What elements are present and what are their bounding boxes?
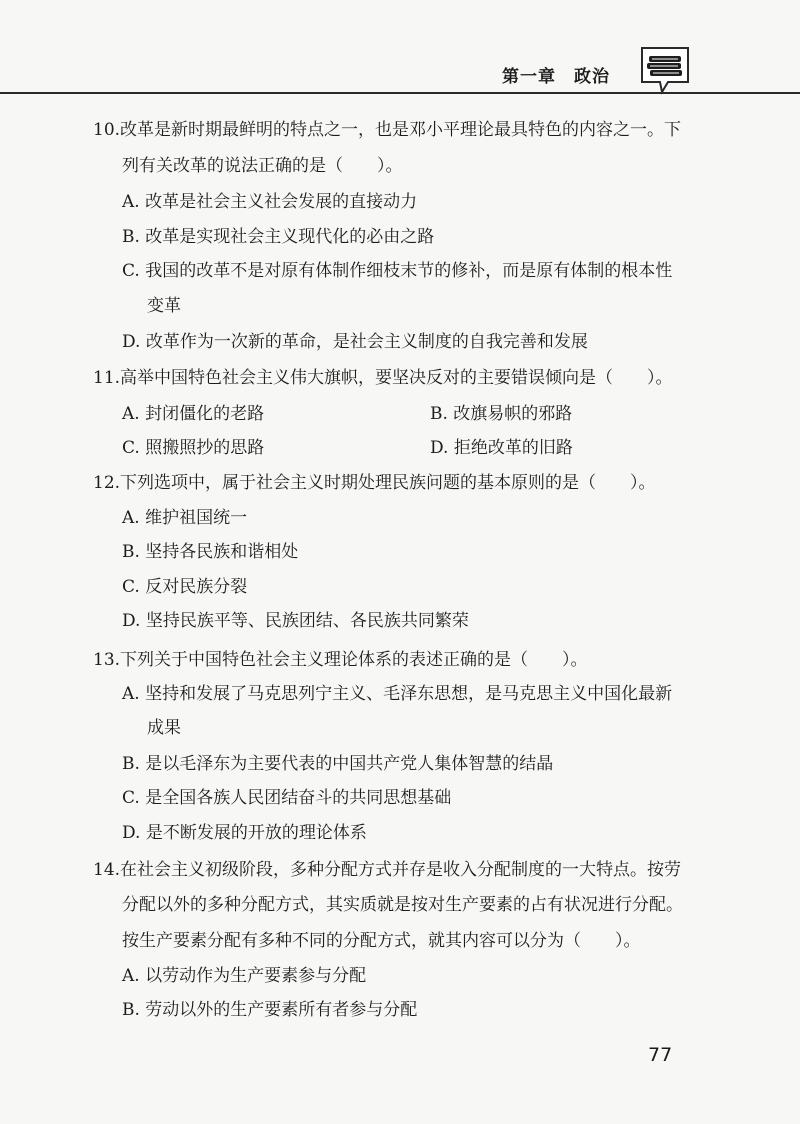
header-divider xyxy=(0,92,800,94)
question-12-stem xyxy=(93,471,656,495)
question-13-option-c: C. 是全国各族人民团结奋斗的共同思想基础 xyxy=(122,788,452,808)
question-13-stem xyxy=(93,648,588,672)
question-13-option-d: D. 是不断发展的开放的理论体系 xyxy=(122,823,367,843)
question-number: 10. xyxy=(93,120,121,140)
question-11-option-c: C. 照搬照抄的思路 xyxy=(122,438,265,458)
question-10-stem-line-1 xyxy=(93,118,681,142)
question-13-option-b: B. 是以毛泽东为主要代表的中国共产党人集体智慧的结晶 xyxy=(122,754,554,774)
page-number: 77 xyxy=(648,1044,673,1066)
question-10-stem-line-2: 列有关改革的说法正确的是（ ）。 xyxy=(122,156,403,176)
question-12-option-a: A. 维护祖国统一 xyxy=(122,508,248,528)
question-11-stem xyxy=(93,366,673,390)
question-10-option-b: B. 改革是实现社会主义现代化的必由之路 xyxy=(122,227,435,247)
books-icon xyxy=(638,44,692,96)
question-12-option-d: D. 坚持民族平等、民族团结、各民族共同繁荣 xyxy=(122,611,469,631)
question-11-option-d: D. 拒绝改革的旧路 xyxy=(430,438,573,458)
question-11-option-a: A. 封闭僵化的老路 xyxy=(122,404,265,424)
question-number: 14. xyxy=(93,860,121,880)
question-13-option-a-cont: 成果 xyxy=(147,718,181,738)
question-number: 12. xyxy=(93,473,121,493)
stem-text: 下列选项中，属于社会主义时期处理民族问题的基本原则的是（ ）。 xyxy=(120,473,656,493)
question-10-option-c-cont: 变革 xyxy=(147,296,181,316)
question-14-stem-line-3: 按生产要素分配有多种不同的分配方式，就其内容可以分为（ ）。 xyxy=(122,931,641,951)
stem-text: 下列关于中国特色社会主义理论体系的表述正确的是（ ）。 xyxy=(120,650,588,670)
question-14-option-a: A. 以劳动作为生产要素参与分配 xyxy=(122,966,367,986)
question-12-option-b: B. 坚持各民族和谐相处 xyxy=(122,542,299,562)
question-14-stem-line-1 xyxy=(93,858,681,882)
question-12-option-c: C. 反对民族分裂 xyxy=(122,577,248,597)
question-number: 13. xyxy=(93,650,121,670)
question-10-option-d: D. 改革作为一次新的革命，是社会主义制度的自我完善和发展 xyxy=(122,332,588,352)
stem-text: 高举中国特色社会主义伟大旗帜，要坚决反对的主要错误倾向是（ ）。 xyxy=(120,368,673,388)
question-14-stem-line-2: 分配以外的多种分配方式，其实质就是按对生产要素的占有状况进行分配。 xyxy=(122,895,683,915)
question-14-option-b: B. 劳动以外的生产要素所有者参与分配 xyxy=(122,1000,418,1020)
stem-text: 在社会主义初级阶段，多种分配方式并存是收入分配制度的一大特点。按劳 xyxy=(120,860,682,880)
question-10-option-c: C. 我国的改革不是对原有体制作细枝末节的修补，而是原有体制的根本性 xyxy=(122,261,673,281)
question-13-option-a: A. 坚持和发展了马克思列宁主义、毛泽东思想，是马克思主义中国化最新 xyxy=(122,684,673,704)
question-number: 11. xyxy=(93,368,121,388)
stem-text: 改革是新时期最鲜明的特点之一，也是邓小平理论最具特色的内容之一。下 xyxy=(120,120,682,140)
question-11-option-b: B. 改旗易帜的邪路 xyxy=(430,404,573,424)
chapter-title: 第一章 政治 xyxy=(502,67,610,87)
question-10-option-a: A. 改革是社会主义社会发展的直接动力 xyxy=(122,192,418,212)
